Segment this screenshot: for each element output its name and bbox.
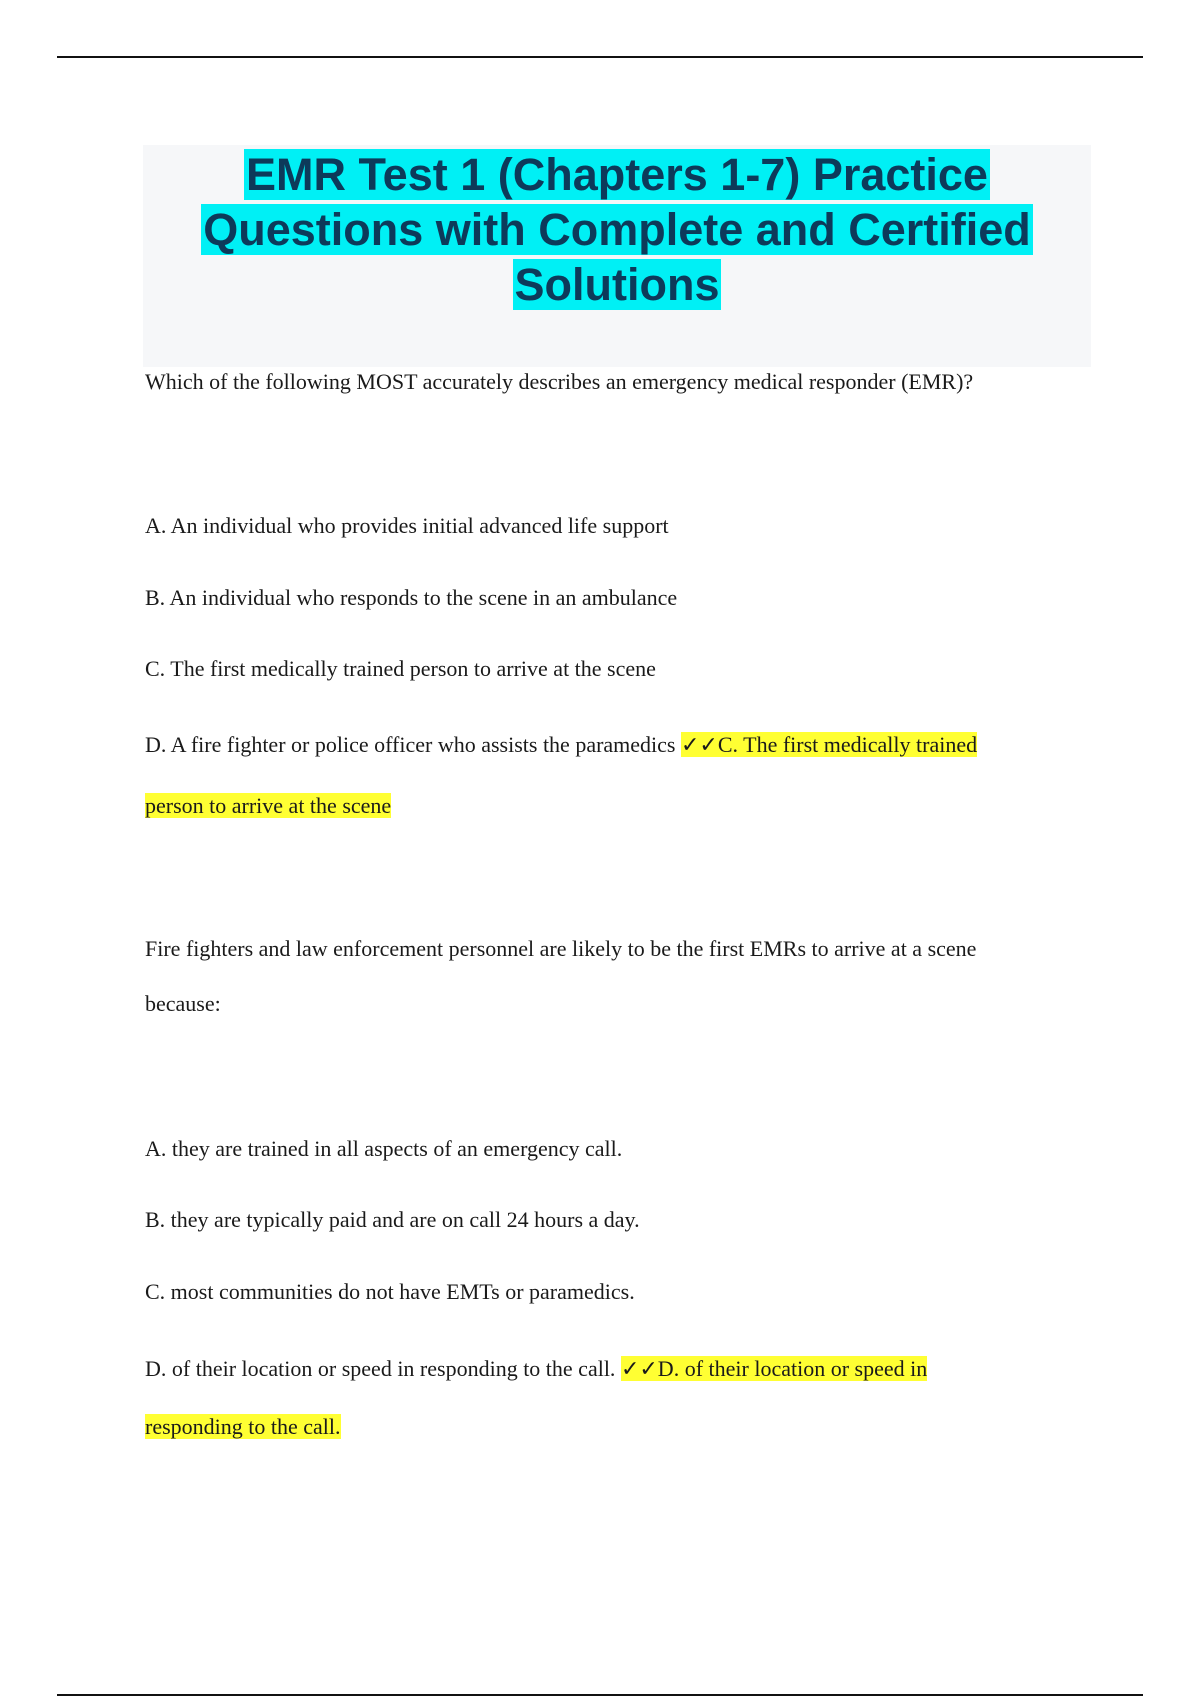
question-1-answer: ✓✓C. The first medically trained [681,732,978,757]
question-1-stem: Which of the following MOST accurately describes an emergency medical responder (EMR)? [145,369,974,394]
title-highlight: EMR Test 1 (Chapters 1-7) Practice Questions with Complete and Certified Solutions [203,149,1031,310]
question-2-option-c: C. most communities do not have EMTs or paramedics. [145,1279,635,1304]
question-2-answer-cont [145,1412,341,1442]
top-rule [57,56,1143,58]
question-2-answer-line2: responding to the call. [145,1414,341,1439]
question-1-answer-line2: person to arrive at the scene [145,793,392,818]
question-1-option-d: D. A fire fighter or police officer who assists the paramedics [145,732,676,757]
question-2-stem-line2: because: [145,991,221,1016]
question-2-option-d-line [145,1354,927,1384]
question-1-option-c: C. The first medically trained person to arrive at the scene [145,656,656,681]
question-1-option-d-line [145,730,977,760]
question-1-option-b: B. An individual who responds to the scene in an ambulance [145,585,678,610]
question-2-stem-line1: Fire fighters and law enforcement personnel are likely to be the first EMRs to arrive at a scene [145,936,977,961]
question-1-option-a: A. An individual who provides initial advanced life support [145,513,669,538]
question-2-option-b: B. they are typically paid and are on call 24 hours a day. [145,1207,640,1232]
question-1-answer-cont [145,791,391,821]
title-block [143,145,1091,367]
document-title [143,145,1091,312]
question-2-option-d: D. of their location or speed in responding to the call. [145,1356,616,1381]
question-2-option-a: A. they are trained in all aspects of an emergency call. [145,1136,623,1161]
question-2-answer: ✓✓D. of their location or speed in [620,1356,928,1381]
bottom-rule [57,1694,1143,1696]
